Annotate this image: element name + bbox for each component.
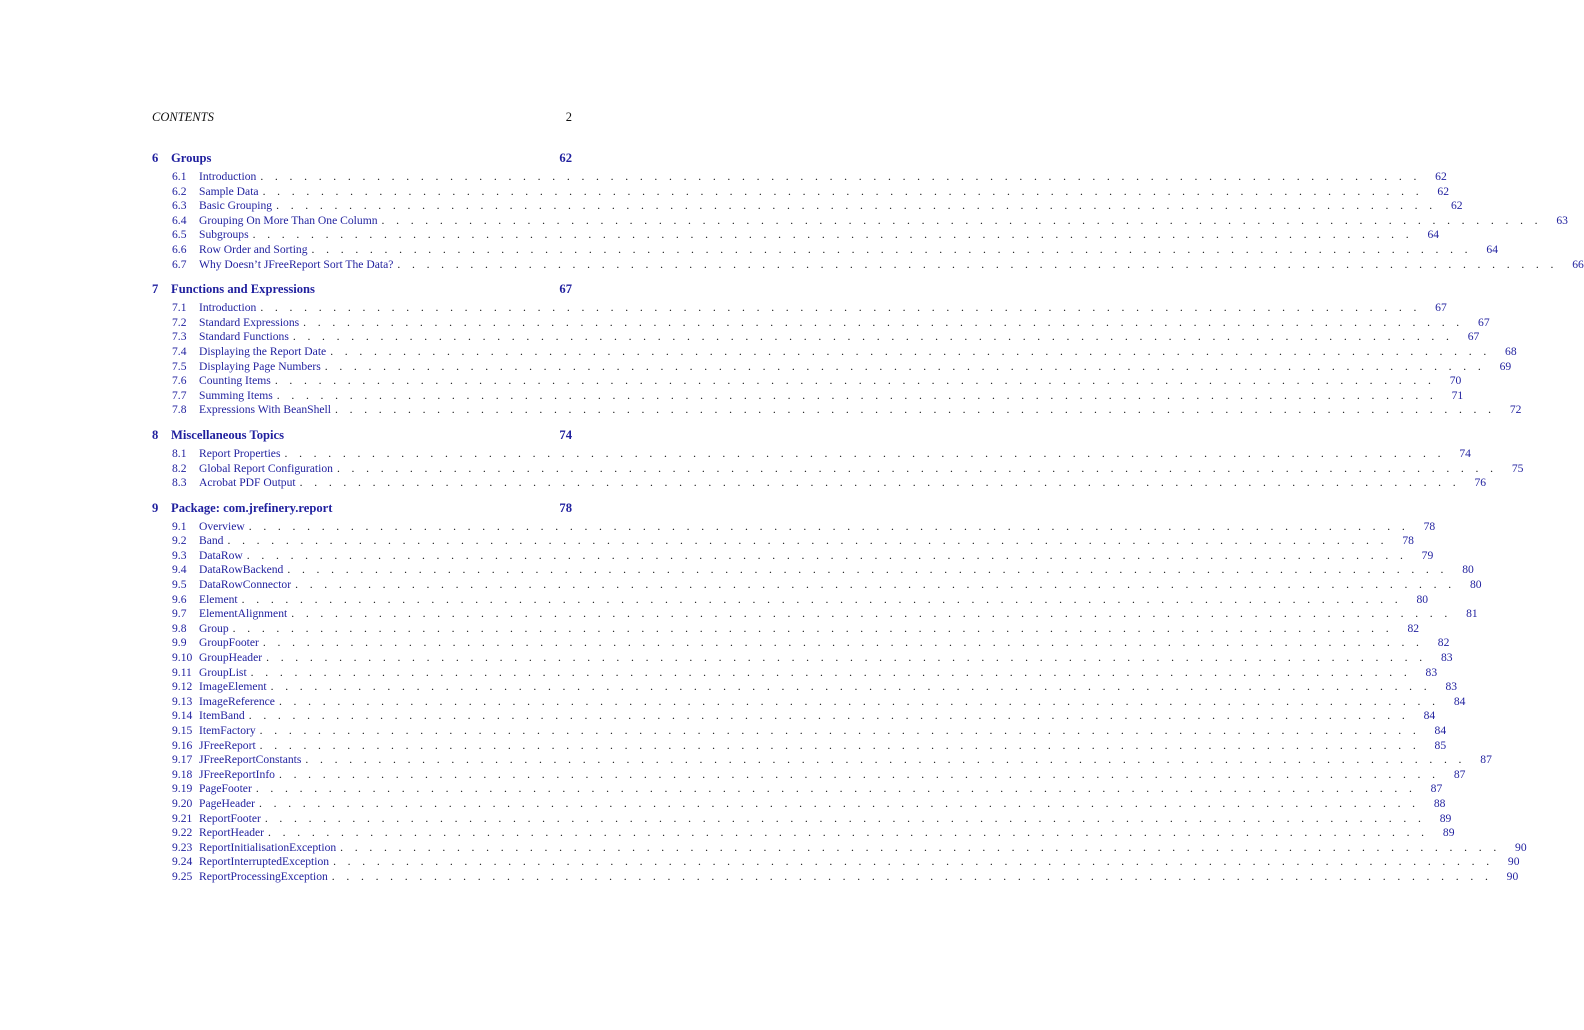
dot-leader: . . . . . . . . . . . . . . . . . . . . . . . . . . . . . . . . . . . . . . . . . . . . . . . . . . . . . . . . . . . . . . . . . . . . . . . . . . . . . . . . <box>276 199 1437 213</box>
chapter-page-link[interactable]: 74 <box>559 427 572 442</box>
section-number: 7.8 <box>172 403 187 417</box>
section-page-link[interactable]: 78 <box>1402 534 1414 548</box>
section-title-link[interactable]: ItemBand <box>199 709 245 723</box>
section-title-link[interactable]: ImageElement <box>199 680 267 694</box>
section-page-link[interactable]: 81 <box>1466 607 1478 621</box>
dot-leader: . . . . . . . . . . . . . . . . . . . . . . . . . . . . . . . . . . . . . . . . . . . . . . . . . . . . . . . . . . . . . . . . . . . . . . . . . . . . . . . . <box>295 578 1456 592</box>
section-title-link[interactable]: Introduction <box>199 301 257 315</box>
chapter-page-link[interactable]: 62 <box>559 151 572 165</box>
section-title-link[interactable]: ReportInitialisationException <box>199 840 337 854</box>
dot-leader: . . . . . . . . . . . . . . . . . . . . . . . . . . . . . . . . . . . . . . . . . . . . . . . . . . . . . . . . . . . . . . . . . . . . . . . . . . . . . . . . <box>248 519 1410 533</box>
section-number: 9.16 <box>172 738 193 752</box>
section-page-link[interactable]: 67 <box>1435 301 1447 315</box>
dot-leader: . . . . . . . . . . . . . . . . . . . . . . . . . . . . . . . . . . . . . . . . . . . . . . . . . . . . . . . . . . . . . . . . . . . . . . . . . . . . . . . . <box>270 680 1432 694</box>
toc-entry-9-19[interactable] <box>152 782 1443 797</box>
toc-entry-9-11[interactable] <box>152 665 1438 681</box>
toc-entry-8-2[interactable] <box>152 461 1524 477</box>
section-number: 9.2 <box>172 534 187 548</box>
dot-leader: . . . . . . . . . . . . . . . . . . . . . . . . . . . . . . . . . . . . . . . . . . . . . . . . . . . . . . . . . . . . . . . . . . . . . . . . . . . . . . . . <box>274 374 1436 388</box>
toc-chapter-7[interactable] <box>152 282 572 301</box>
section-title-link[interactable]: JFreeReport <box>199 738 256 752</box>
section-title-link[interactable]: GroupHeader <box>199 651 263 665</box>
section-page-link[interactable]: 88 <box>1433 796 1446 810</box>
section-title-link[interactable]: DataRowBackend <box>199 563 284 577</box>
section-page-link[interactable]: 80 <box>1416 592 1429 606</box>
section-number: 6.2 <box>172 184 187 198</box>
toc-entry-7-3[interactable] <box>152 330 1480 345</box>
section-page-link[interactable]: 90 <box>1515 840 1527 854</box>
section-title-link[interactable]: DataRow <box>199 548 243 562</box>
section-title-link[interactable]: ReportProcessingException <box>199 869 328 883</box>
running-header <box>152 110 572 128</box>
toc-entry-6-3[interactable] <box>152 199 1463 214</box>
dot-leader: . . . . . . . . . . . . . . . . . . . . . . . . . . . . . . . . . . . . . . . . . . . . . . . . . . . . . . . . . . . . . . . . . . . . . . . . . . . . . . . . <box>381 213 1542 227</box>
toc-entry-6-4[interactable] <box>152 213 1568 229</box>
chapter-title-link[interactable]: Functions and Expressions <box>171 282 315 297</box>
dot-leader: . . . . . . . . . . . . . . . . . . . . . . . . . . . . . . . . . . . . . . . . . . . . . . . . . . . . . . . . . . . . . . . . . . . . . . . . . . . . . . . . <box>284 446 1445 460</box>
section-title-link[interactable]: ReportInterruptedException <box>199 855 330 869</box>
chapter-title-link[interactable]: Miscellaneous Topics <box>171 427 285 442</box>
dot-leader: . . . . . . . . . . . . . . . . . . . . . . . . . . . . . . . . . . . . . . . . . . . . . . . . . . . . . . . . . . . . . . . . . . . . . . . . . . . . . . . . <box>292 330 1454 344</box>
section-title-link[interactable]: Displaying the Report Date <box>199 344 327 358</box>
dot-leader: . . . . . . . . . . . . . . . . . . . . . . . . . . . . . . . . . . . . . . . . . . . . . . . . . . . . . . . . . . . . . . . . . . . . . . . . . . . . . . . . <box>255 782 1417 796</box>
dot-leader: . . . . . . . . . . . . . . . . . . . . . . . . . . . . . . . . . . . . . . . . . . . . . . . . . . . . . . . . . . . . . . . . . . . . . . . . . . . . . . . . <box>291 607 1452 621</box>
section-page-link[interactable]: 84 <box>1434 724 1447 737</box>
dot-leader: . . . . . . . . . . . . . . . . . . . . . . . . . . . . . . . . . . . . . . . . . . . . . . . . . . . . . . . . . . . . . . . . . . . . . . . . . . . . . . . . <box>287 563 1448 577</box>
section-number: 8.3 <box>172 476 187 490</box>
section-title-link[interactable]: Row Order and Sorting <box>199 242 308 256</box>
dot-leader: . . . . . . . . . . . . . . . . . . . . . . . . . . . . . . . . . . . . . . . . . . . . . . . . . . . . . . . . . . . . . . . . . . . . . . . . . . . . . . . . <box>241 592 1403 606</box>
dot-leader: . . . . . . . . . . . . . . . . . . . . . . . . . . . . . . . . . . . . . . . . . . . . . . . . . . . . . . . . . . . . . . . . . . . . . . . . . . . . . . . . <box>227 534 1388 548</box>
toc-entry-9-17[interactable] <box>152 753 1492 768</box>
toc-entry-7-6[interactable] <box>152 374 1462 389</box>
section-title-link[interactable]: DataRowConnector <box>199 578 292 592</box>
dot-leader: . . . . . . . . . . . . . . . . . . . . . . . . . . . . . . . . . . . . . . . . . . . . . . . . . . . . . . . . . . . . . . . . . . . . . . . . . . . . . . . . <box>268 826 1429 840</box>
toc-entry-9-10[interactable] <box>152 651 1453 666</box>
toc-entry-9-24[interactable] <box>152 855 1520 870</box>
section-page-link[interactable]: 83 <box>1440 651 1453 665</box>
section-number: 9.1 <box>172 519 187 533</box>
toc-entry-9-16[interactable] <box>152 738 1447 754</box>
toc-entry-9-6[interactable] <box>152 592 1429 608</box>
section-number: 9.23 <box>172 840 193 854</box>
section-title-link[interactable]: Why Doesn’t JFreeReport Sort The Data? <box>199 257 394 271</box>
section-page-link[interactable]: 78 <box>1423 519 1436 533</box>
toc-entry-6-6[interactable] <box>152 242 1498 258</box>
section-title-link[interactable]: ReportHeader <box>199 826 265 840</box>
chapter-number: 9 <box>152 500 159 515</box>
dot-leader: . . . . . . . . . . . . . . . . . . . . . . . . . . . . . . . . . . . . . . . . . . . . . . . . . . . . . . . . . . . . . . . . . . . . . . . . . . . . . . . . <box>335 403 1496 417</box>
toc-entry-9-20[interactable] <box>152 796 1446 812</box>
section-number: 7.6 <box>172 374 187 388</box>
section-page-link[interactable]: 84 <box>1423 709 1436 723</box>
section-number: 6.4 <box>172 213 187 227</box>
section-title-link[interactable]: Introduction <box>199 170 257 183</box>
section-number: 9.7 <box>172 607 187 621</box>
section-number: 9.9 <box>172 636 187 650</box>
dot-leader: . . . . . . . . . . . . . . . . . . . . . . . . . . . . . . . . . . . . . . . . . . . . . . . . . . . . . . . . . . . . . . . . . . . . . . . . . . . . . . . . <box>260 301 1421 315</box>
toc-entry-9-3[interactable] <box>152 548 1434 564</box>
section-number: 7.3 <box>172 330 187 344</box>
dot-leader: . . . . . . . . . . . . . . . . . . . . . . . . . . . . . . . . . . . . . . . . . . . . . . . . . . . . . . . . . . . . . . . . . . . . . . . . . . . . . . . . <box>232 621 1394 635</box>
toc-entry-6-5[interactable] <box>152 228 1440 243</box>
section-title-link[interactable]: Subgroups <box>199 228 249 242</box>
section-number: 9.6 <box>172 592 187 606</box>
section-number: 6.6 <box>172 242 187 256</box>
section-page-link[interactable]: 84 <box>1453 694 1466 708</box>
section-number: 9.15 <box>172 724 193 737</box>
section-number: 9.25 <box>172 869 193 883</box>
chapter-title-link[interactable]: Groups <box>171 151 212 165</box>
section-title-link[interactable]: Basic Grouping <box>199 199 273 213</box>
dot-leader: . . . . . . . . . . . . . . . . . . . . . . . . . . . . . . . . . . . . . . . . . . . . . . . . . . . . . . . . . . . . . . . . . . . . . . . . . . . . . . . . <box>264 811 1426 825</box>
section-page-link[interactable]: 87 <box>1453 767 1466 781</box>
section-page-link[interactable]: 70 <box>1449 374 1462 388</box>
section-page-link[interactable]: 74 <box>1459 446 1471 460</box>
section-number: 9.11 <box>172 665 192 679</box>
section-page-link[interactable]: 79 <box>1421 548 1434 562</box>
toc-chapter-9[interactable] <box>152 501 572 520</box>
dot-leader: . . . . . . . . . . . . . . . . . . . . . . . . . . . . . . . . . . . . . . . . . . . . . . . . . . . . . . . . . . . . . . . . . . . . . . . . . . . . . . . . <box>252 228 1414 242</box>
dot-leader: . . . . . . . . . . . . . . . . . . . . . . . . . . . . . . . . . . . . . . . . . . . . . . . . . . . . . . . . . . . . . . . . . . . . . . . . . . . . . . . . <box>259 796 1420 810</box>
section-number: 8.1 <box>172 446 187 460</box>
dot-leader: . . . . . . . . . . . . . . . . . . . . . . . . . . . . . . . . . . . . . . . . . . . . . . . . . . . . . . . . . . . . . . . . . . . . . . . . . . . . . . . . <box>397 257 1558 271</box>
toc-entry-9-5[interactable] <box>152 578 1482 593</box>
toc-entry-7-7[interactable] <box>152 388 1464 404</box>
section-page-link[interactable]: 89 <box>1439 811 1452 825</box>
section-page-link[interactable]: 83 <box>1425 665 1438 679</box>
dot-leader: . . . . . . . . . . . . . . . . . . . . . . . . . . . . . . . . . . . . . . . . . . . . . . . . . . . . . . . . . . . . . . . . . . . . . . . . . . . . . . . . <box>330 344 1491 358</box>
toc-entry-9-18[interactable] <box>152 767 1466 783</box>
section-title-link[interactable]: Expressions With BeanShell <box>199 403 331 417</box>
section-page-link[interactable]: 89 <box>1442 826 1455 840</box>
section-number: 9.13 <box>172 694 193 708</box>
section-number: 7.7 <box>172 388 187 402</box>
section-title-link[interactable]: GroupList <box>199 665 247 679</box>
chapter-number: 8 <box>152 427 159 442</box>
section-number: 7.5 <box>172 359 187 373</box>
section-number: 9.21 <box>172 811 193 825</box>
dot-leader: . . . . . . . . . . . . . . . . . . . . . . . . . . . . . . . . . . . . . . . . . . . . . . . . . . . . . . . . . . . . . . . . . . . . . . . . . . . . . . . . <box>248 709 1410 723</box>
section-page-link[interactable]: 90 <box>1507 855 1520 869</box>
dot-leader: . . . . . . . . . . . . . . . . . . . . . . . . . . . . . . . . . . . . . . . . . . . . . . . . . . . . . . . . . . . . . . . . . . . . . . . . . . . . . . . . <box>246 548 1408 562</box>
chapter-number: 7 <box>152 282 159 297</box>
toc-entry-8-1[interactable] <box>152 446 1471 462</box>
dot-leader: . . . . . . . . . . . . . . . . . . . . . . . . . . . . . . . . . . . . . . . . . . . . . . . . . . . . . . . . . . . . . . . . . . . . . . . . . . . . . . . . <box>340 840 1501 854</box>
section-page-link[interactable]: 80 <box>1462 563 1474 577</box>
section-title-link[interactable]: PageHeader <box>199 796 256 810</box>
dot-leader: . . . . . . . . . . . . . . . . . . . . . . . . . . . . . . . . . . . . . . . . . . . . . . . . . . . . . . . . . . . . . . . . . . . . . . . . . . . . . . . . <box>303 315 1464 329</box>
toc-entry-9-8[interactable] <box>152 621 1420 637</box>
section-page-link[interactable]: 82 <box>1437 636 1450 650</box>
section-page-link[interactable]: 87 <box>1430 782 1443 796</box>
section-title-link[interactable]: JFreeReportConstants <box>199 753 302 767</box>
toc-entry-9-1[interactable] <box>152 519 1436 535</box>
section-number: 9.18 <box>172 767 193 781</box>
toc-entry-9-15[interactable] <box>152 724 1447 739</box>
chapter-page-link[interactable]: 67 <box>559 282 572 297</box>
dot-leader: . . . . . . . . . . . . . . . . . . . . . . . . . . . . . . . . . . . . . . . . . . . . . . . . . . . . . . . . . . . . . . . . . . . . . . . . . . . . . . . . <box>262 636 1424 650</box>
section-page-link[interactable]: 67 <box>1478 315 1490 329</box>
section-title-link[interactable]: Report Properties <box>199 446 281 460</box>
section-number: 9.10 <box>172 651 193 665</box>
section-page-link[interactable]: 62 <box>1435 170 1447 183</box>
toc-entry-9-12[interactable] <box>152 680 1458 695</box>
section-title-link[interactable]: Acrobat PDF Output <box>199 476 296 490</box>
section-number: 9.19 <box>172 782 193 796</box>
section-page-link[interactable]: 87 <box>1480 753 1492 767</box>
section-page-link[interactable]: 62 <box>1450 199 1463 213</box>
toc-entry-7-8[interactable] <box>152 403 1522 418</box>
section-page-link[interactable]: 63 <box>1556 213 1568 227</box>
section-number: 9.12 <box>172 680 193 694</box>
section-title-link[interactable]: Summing Items <box>199 388 273 402</box>
section-title-link[interactable]: GroupFooter <box>199 636 259 650</box>
section-page-link[interactable]: 64 <box>1427 228 1440 242</box>
chapter-page-link[interactable]: 78 <box>559 500 572 515</box>
dot-leader: . . . . . . . . . . . . . . . . . . . . . . . . . . . . . . . . . . . . . . . . . . . . . . . . . . . . . . . . . . . . . . . . . . . . . . . . . . . . . . . . <box>278 767 1440 781</box>
section-number: 9.24 <box>172 855 193 869</box>
section-number: 9.20 <box>172 796 193 810</box>
section-page-link[interactable]: 69 <box>1499 359 1512 373</box>
section-number: 8.2 <box>172 461 187 475</box>
section-page-link[interactable]: 66 <box>1572 257 1584 271</box>
dot-leader: . . . . . . . . . . . . . . . . . . . . . . . . . . . . . . . . . . . . . . . . . . . . . . . . . . . . . . . . . . . . . . . . . . . . . . . . . . . . . . . . <box>276 388 1438 402</box>
toc-entry-9-9[interactable] <box>152 636 1450 651</box>
toc-entry-6-7[interactable] <box>152 257 1584 273</box>
section-number: 7.4 <box>172 344 187 358</box>
toc-entry-9-21[interactable] <box>152 811 1452 827</box>
section-number: 9.8 <box>172 621 187 635</box>
section-number: 7.2 <box>172 315 187 329</box>
toc-entry-9-13[interactable] <box>152 694 1466 710</box>
section-title-link[interactable]: Counting Items <box>199 374 271 388</box>
toc-entry-6-1[interactable] <box>152 170 1447 185</box>
section-number: 6.3 <box>172 199 187 213</box>
section-page-link[interactable]: 85 <box>1434 738 1447 752</box>
section-title-link[interactable]: Band <box>199 534 224 548</box>
dot-leader: . . . . . . . . . . . . . . . . . . . . . . . . . . . . . . . . . . . . . . . . . . . . . . . . . . . . . . . . . . . . . . . . . . . . . . . . . . . . . . . . <box>250 665 1412 679</box>
dot-leader: . . . . . . . . . . . . . . . . . . . . . . . . . . . . . . . . . . . . . . . . . . . . . . . . . . . . . . . . . . . . . . . . . . . . . . . . . . . . . . . . <box>262 184 1424 198</box>
toc-entry-9-25[interactable] <box>152 869 1519 885</box>
toc-chapter-6[interactable] <box>152 151 572 170</box>
section-title-link[interactable]: Displaying Page Numbers <box>199 359 321 373</box>
section-page-link[interactable]: 76 <box>1474 476 1487 490</box>
toc-entry-9-22[interactable] <box>152 826 1455 841</box>
section-title-link[interactable]: Grouping On More Than One Column <box>199 213 378 227</box>
toc-entry-9-4[interactable] <box>152 563 1474 578</box>
section-title-link[interactable]: PageFooter <box>199 782 252 796</box>
section-page-link[interactable]: 80 <box>1469 578 1482 592</box>
dot-leader: . . . . . . . . . . . . . . . . . . . . . . . . . . . . . . . . . . . . . . . . . . . . . . . . . . . . . . . . . . . . . . . . . . . . . . . . . . . . . . . . <box>259 724 1421 737</box>
section-page-link[interactable]: 83 <box>1445 680 1458 694</box>
section-title-link[interactable]: ElementAlignment <box>199 607 288 621</box>
toc-entry-6-2[interactable] <box>152 184 1450 200</box>
section-number: 6.7 <box>172 257 187 271</box>
toc-chapter-8[interactable] <box>152 428 572 447</box>
toc-entry-8-3[interactable] <box>152 476 1487 491</box>
section-title-link[interactable]: Standard Expressions <box>199 315 300 329</box>
dot-leader: . . . . . . . . . . . . . . . . . . . . . . . . . . . . . . . . . . . . . . . . . . . . . . . . . . . . . . . . . . . . . . . . . . . . . . . . . . . . . . . . <box>260 170 1421 183</box>
dot-leader: . . . . . . . . . . . . . . . . . . . . . . . . . . . . . . . . . . . . . . . . . . . . . . . . . . . . . . . . . . . . . . . . . . . . . . . . . . . . . . . . <box>331 869 1493 883</box>
dot-leader: . . . . . . . . . . . . . . . . . . . . . . . . . . . . . . . . . . . . . . . . . . . . . . . . . . . . . . . . . . . . . . . . . . . . . . . . . . . . . . . . <box>278 694 1440 708</box>
toc-entry-7-5[interactable] <box>152 359 1512 375</box>
section-title-link[interactable]: Sample Data <box>199 184 259 198</box>
section-number: 9.14 <box>172 709 193 723</box>
chapter-title-link[interactable]: Package: com.jrefinery.report <box>171 500 333 515</box>
section-page-link[interactable]: 82 <box>1407 621 1420 635</box>
dot-leader: . . . . . . . . . . . . . . . . . . . . . . . . . . . . . . . . . . . . . . . . . . . . . . . . . . . . . . . . . . . . . . . . . . . . . . . . . . . . . . . . <box>305 753 1466 767</box>
toc-entry-7-2[interactable] <box>152 315 1490 331</box>
toc-entry-7-4[interactable] <box>152 344 1517 360</box>
dot-leader: . . . . . . . . . . . . . . . . . . . . . . . . . . . . . . . . . . . . . . . . . . . . . . . . . . . . . . . . . . . . . . . . . . . . . . . . . . . . . . . . <box>333 855 1494 869</box>
dot-leader: . . . . . . . . . . . . . . . . . . . . . . . . . . . . . . . . . . . . . . . . . . . . . . . . . . . . . . . . . . . . . . . . . . . . . . . . . . . . . . . . <box>311 242 1472 256</box>
section-page-link[interactable]: 71 <box>1451 388 1464 402</box>
dot-leader: . . . . . . . . . . . . . . . . . . . . . . . . . . . . . . . . . . . . . . . . . . . . . . . . . . . . . . . . . . . . . . . . . . . . . . . . . . . . . . . . <box>259 738 1421 752</box>
section-title-link[interactable]: ImageReference <box>199 694 275 708</box>
section-number: 6.5 <box>172 228 187 242</box>
section-number: 9.22 <box>172 826 193 840</box>
section-page-link[interactable]: 64 <box>1486 242 1498 256</box>
section-page-link[interactable]: 75 <box>1511 461 1524 475</box>
toc-entry-9-7[interactable] <box>152 607 1478 622</box>
toc-entry-9-14[interactable] <box>152 709 1436 724</box>
toc-entry-7-1[interactable] <box>152 301 1447 316</box>
section-title-link[interactable]: Group <box>199 621 229 635</box>
section-title-link[interactable]: JFreeReportInfo <box>199 767 275 781</box>
toc-entry-9-2[interactable] <box>152 534 1414 549</box>
section-number: 9.17 <box>172 753 193 767</box>
header-page-number: 2 <box>565 110 572 124</box>
section-title-link[interactable]: ReportFooter <box>199 811 261 825</box>
section-number: 9.3 <box>172 548 187 562</box>
table-of-contents <box>152 151 1584 885</box>
section-title-link[interactable]: Global Report Configuration <box>199 461 333 475</box>
section-title-link[interactable]: Element <box>199 592 238 606</box>
header-title: CONTENTS <box>152 110 214 124</box>
section-number: 9.4 <box>172 563 187 577</box>
chapter-number: 6 <box>152 151 159 165</box>
section-page-link[interactable]: 72 <box>1509 403 1522 417</box>
section-title-link[interactable]: Standard Functions <box>199 330 289 344</box>
section-number: 9.5 <box>172 578 187 592</box>
dot-leader: . . . . . . . . . . . . . . . . . . . . . . . . . . . . . . . . . . . . . . . . . . . . . . . . . . . . . . . . . . . . . . . . . . . . . . . . . . . . . . . . <box>324 359 1486 373</box>
toc-entry-9-23[interactable] <box>152 840 1527 856</box>
section-title-link[interactable]: ItemFactory <box>199 724 256 737</box>
dot-leader: . . . . . . . . . . . . . . . . . . . . . . . . . . . . . . . . . . . . . . . . . . . . . . . . . . . . . . . . . . . . . . . . . . . . . . . . . . . . . . . . <box>336 461 1498 475</box>
section-title-link[interactable]: Overview <box>199 519 245 533</box>
section-number: 6.1 <box>172 170 187 183</box>
section-page-link[interactable]: 90 <box>1506 869 1519 883</box>
section-page-link[interactable]: 67 <box>1467 330 1480 344</box>
section-page-link[interactable]: 68 <box>1505 344 1517 358</box>
dot-leader: . . . . . . . . . . . . . . . . . . . . . . . . . . . . . . . . . . . . . . . . . . . . . . . . . . . . . . . . . . . . . . . . . . . . . . . . . . . . . . . . <box>299 476 1461 490</box>
section-page-link[interactable]: 62 <box>1437 184 1450 198</box>
dot-leader: . . . . . . . . . . . . . . . . . . . . . . . . . . . . . . . . . . . . . . . . . . . . . . . . . . . . . . . . . . . . . . . . . . . . . . . . . . . . . . . . <box>266 651 1427 665</box>
section-number: 7.1 <box>172 301 187 315</box>
